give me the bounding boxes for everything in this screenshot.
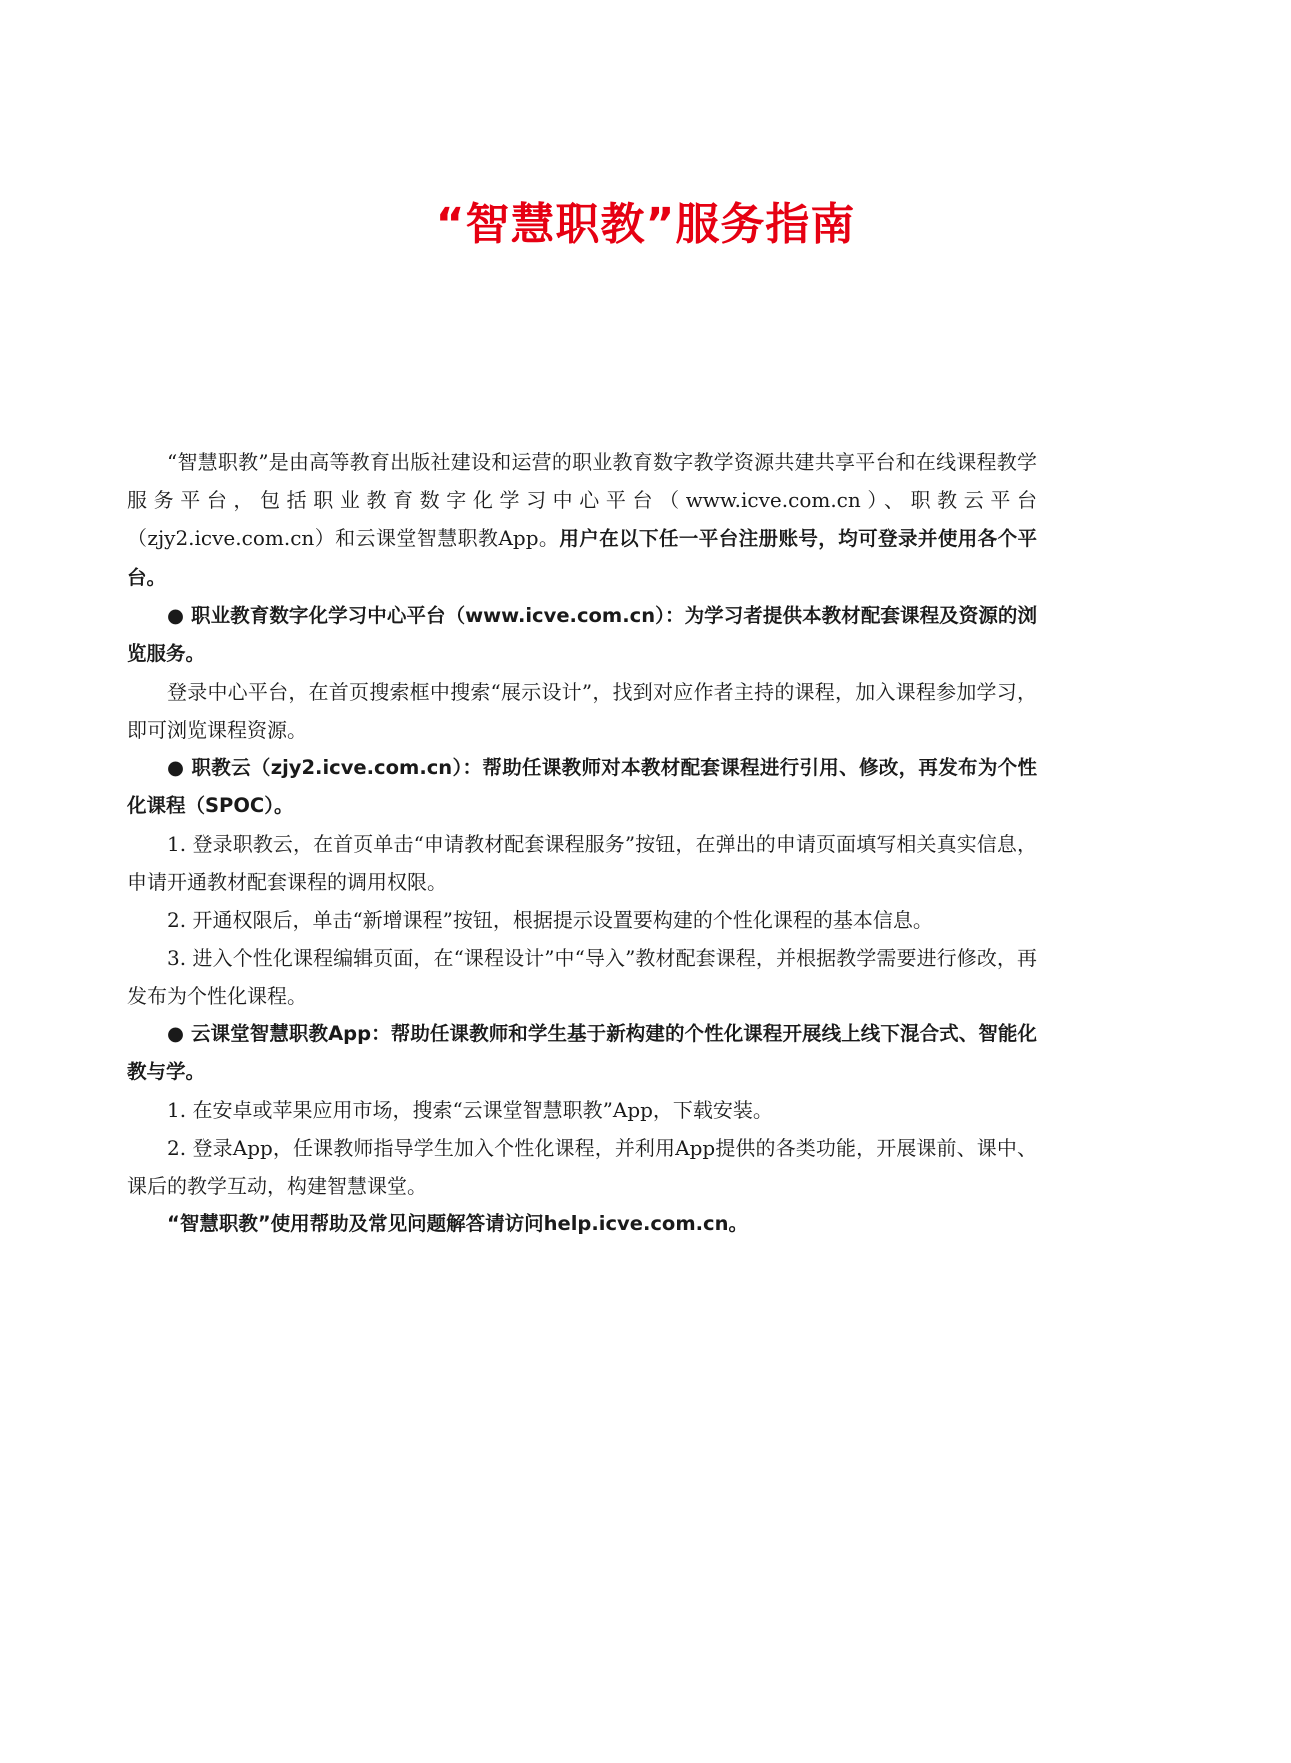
bullet-icon: ● bbox=[167, 756, 185, 779]
section-step: 1. 在安卓或苹果应用市场，搜索“云课堂智慧职教”App，下载安装。 bbox=[167, 1098, 773, 1122]
bullet-icon: ● bbox=[167, 1022, 185, 1045]
guide-content bbox=[127, 443, 1037, 1243]
section-step: 2. 登录App，任课教师指导学生加入个性化课程，并利用App提供的各类功能，开展课前、课中、课后的教学互动，构建智慧课堂。 bbox=[127, 1136, 1037, 1198]
section-heading-app: ● 云课堂智慧职教App：帮助任课教师和学生基于新构建的个性化课程开展线上线下混合式、智能化教与学。 bbox=[127, 1022, 1037, 1083]
section-step: 1. 登录职教云，在首页单击“申请教材配套课程服务”按钮，在弹出的申请页面填写相关真实信息，申请开通教材配套课程的调用权限。 bbox=[127, 832, 1037, 894]
section-heading-icve: ● 职业教育数字化学习中心平台（www.icve.com.cn）：为学习者提供本教材配套课程及资源的浏览服务。 bbox=[127, 604, 1037, 665]
bullet-icon: ● bbox=[167, 604, 185, 627]
section-heading-zjy: ● 职教云（zjy2.icve.com.cn）：帮助任课教师对本教材配套课程进行引用、修改，再发布为个性化课程（SPOC）。 bbox=[127, 756, 1037, 817]
intro-paragraph bbox=[127, 443, 1037, 597]
page-title: “智慧职教”服务指南 bbox=[435, 199, 856, 250]
section-step: 2. 开通权限后，单击“新增课程”按钮，根据提示设置要构建的个性化课程的基本信息。 bbox=[167, 908, 933, 932]
section-step: 3. 进入个性化课程编辑页面，在“课程设计”中“导入”教材配套课程，并根据教学需要进行修改，再发布为个性化课程。 bbox=[127, 946, 1037, 1008]
intro-bold-text: 用户在以下任一平台注册账号，均可登录并使用各个平台。 bbox=[127, 527, 1037, 589]
intro-text: “智慧职教”是由高等教育出版社建设和运营的职业教育数字教学资源共建共享平台和在线课程教学服务平台，包括职业教育数字化学习中心平台（www.icve.com.cn）、职教云平台（zjy2.icve.com.cn）和云课堂智慧职教App。 bbox=[127, 450, 1037, 550]
section-step: 登录中心平台，在首页搜索框中搜索“展示设计”，找到对应作者主持的课程，加入课程参加学习，即可浏览课程资源。 bbox=[127, 680, 1037, 742]
help-footer: “智慧职教”使用帮助及常见问题解答请访问help.icve.com.cn。 bbox=[167, 1212, 749, 1235]
